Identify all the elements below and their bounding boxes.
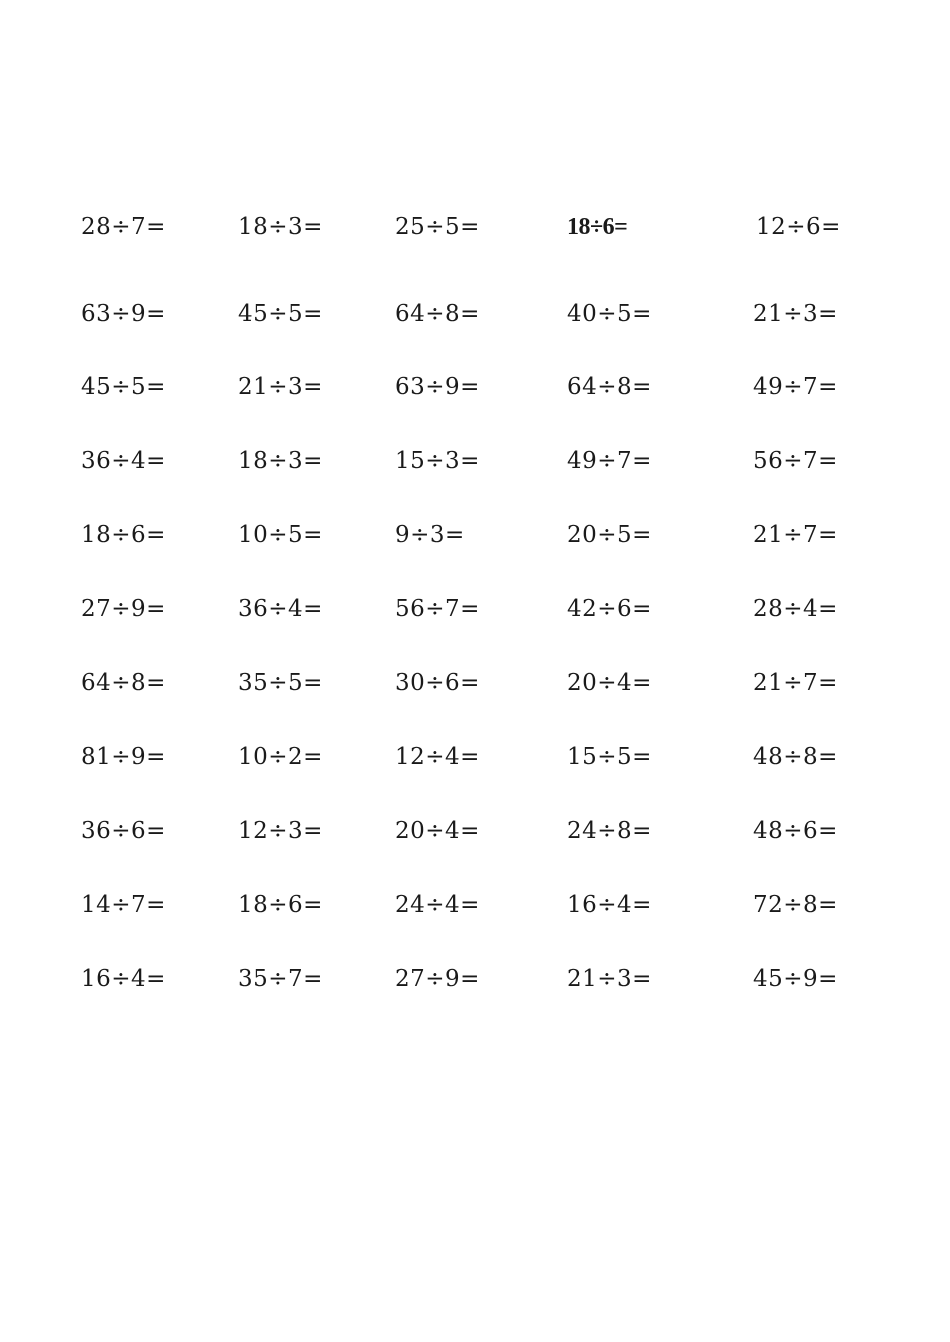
division-problem: 63÷9=: [81, 301, 166, 327]
division-problem: 42÷6=: [567, 596, 652, 622]
division-problem: 35÷5=: [238, 670, 323, 696]
division-problem: 21÷7=: [753, 522, 838, 548]
division-problem: 72÷8=: [753, 892, 838, 918]
division-problem: 18÷6=: [81, 522, 166, 548]
division-problem: 16÷4=: [567, 892, 652, 918]
division-problem: 45÷5=: [238, 301, 323, 327]
division-problem: 20÷4=: [567, 670, 652, 696]
division-problem: 12÷4=: [395, 744, 480, 770]
division-problem: 30÷6=: [395, 670, 480, 696]
problem-row: [0, 663, 950, 703]
division-problem: 56÷7=: [753, 448, 838, 474]
division-problem: 9÷3=: [395, 522, 465, 548]
division-problem: 10÷5=: [238, 522, 323, 548]
division-problem: 45÷5=: [81, 374, 166, 400]
division-problem: 18÷3=: [238, 214, 323, 240]
division-problem: 12÷3=: [238, 818, 323, 844]
division-problem: 36÷4=: [81, 448, 166, 474]
problem-row: [0, 811, 950, 851]
problem-row: [0, 515, 950, 555]
problem-row: [0, 207, 950, 247]
division-problem: 81÷9=: [81, 744, 166, 770]
problem-row: [0, 367, 950, 407]
division-problem: 28÷7=: [81, 214, 166, 240]
division-problem: 63÷9=: [395, 374, 480, 400]
division-problem: 21÷3=: [753, 301, 838, 327]
division-problem: 24÷4=: [395, 892, 480, 918]
problem-row: [0, 589, 950, 629]
division-problem: 40÷5=: [567, 301, 652, 327]
division-problem: 64÷8=: [395, 301, 480, 327]
division-problem: 36÷4=: [238, 596, 323, 622]
division-problem: 10÷2=: [238, 744, 323, 770]
problem-row: [0, 737, 950, 777]
division-problem: 49÷7=: [753, 374, 838, 400]
problem-row: [0, 294, 950, 334]
division-problem: 18÷6=: [238, 892, 323, 918]
division-problem: 18÷3=: [238, 448, 323, 474]
division-problem: 15÷3=: [395, 448, 480, 474]
division-problem: 18÷6=: [567, 214, 628, 240]
division-problem: 49÷7=: [567, 448, 652, 474]
problem-row: [0, 959, 950, 999]
division-problem: 27÷9=: [395, 966, 480, 992]
division-problem: 56÷7=: [395, 596, 480, 622]
division-problem: 48÷6=: [753, 818, 838, 844]
division-problem: 21÷7=: [753, 670, 838, 696]
division-problem: 25÷5=: [395, 214, 480, 240]
division-problem: 12÷6=: [756, 214, 841, 240]
division-problem: 28÷4=: [753, 596, 838, 622]
division-problem: 20÷5=: [567, 522, 652, 548]
division-problem: 48÷8=: [753, 744, 838, 770]
problem-row: [0, 441, 950, 481]
division-problem: 15÷5=: [567, 744, 652, 770]
division-problem: 35÷7=: [238, 966, 323, 992]
division-problem: 27÷9=: [81, 596, 166, 622]
division-problem: 64÷8=: [567, 374, 652, 400]
division-problem: 21÷3=: [238, 374, 323, 400]
division-problem: 64÷8=: [81, 670, 166, 696]
division-problem: 14÷7=: [81, 892, 166, 918]
division-problem: 20÷4=: [395, 818, 480, 844]
division-problem: 16÷4=: [81, 966, 166, 992]
division-problem: 45÷9=: [753, 966, 838, 992]
division-problem: 24÷8=: [567, 818, 652, 844]
division-problem: 21÷3=: [567, 966, 652, 992]
division-problem: 36÷6=: [81, 818, 166, 844]
problem-row: [0, 885, 950, 925]
